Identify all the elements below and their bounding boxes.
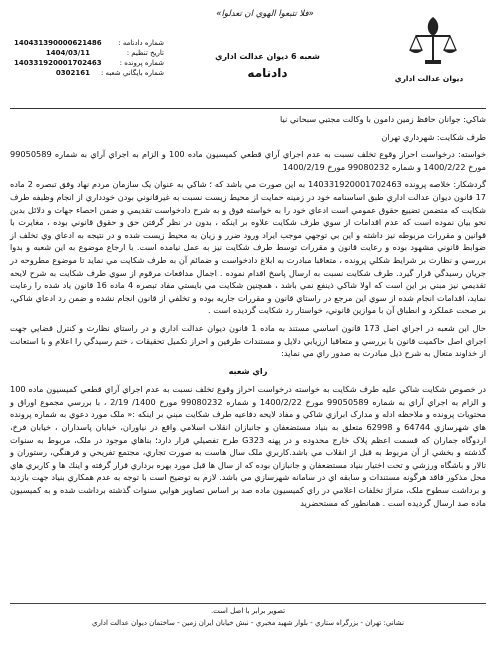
plaintiff-line: شاکي: جوانان حافظ زمين دامون با وکالت مجتبي سبحاني نيا <box>280 114 486 124</box>
metadata-row <box>14 38 164 48</box>
metadata-value: 140331920001702463 <box>14 59 102 67</box>
metadata-label: شماره پرونده : <box>119 59 164 67</box>
metadata-label: تاريخ تنظيم : <box>126 49 164 57</box>
divider <box>10 108 486 109</box>
vote-heading: راي شعبه <box>228 365 268 376</box>
branch-name: شعبه 6 ديوان عدالت اداري <box>215 52 320 61</box>
document-header <box>0 0 496 112</box>
defendant-line: طرف شکايت: شهرداري تهران <box>381 131 486 142</box>
closing-paragraph: حال اين شعبه در اجراي اصل 173 قانون اساسي مستند به ماده 1 قانون ديوان عدالت اداري و در راستاي نظارت و کنترل قضايي جهت اجراي اصل حاکميت قانون با بررسي و متعاقبا ارزيابي دلايل و مستندات طرفين و احراز تکميل تحقيقات ، ختم رسيدگي را اعلام و با استعانت از خداوند متعال به شرح ذيل مبادرت به صدور راي مي نمايد: <box>10 322 486 359</box>
metadata-value: 140431390000621486 <box>14 39 102 47</box>
metadata-row <box>14 48 164 58</box>
document-body <box>10 106 486 514</box>
request-paragraph: خواسته: درخواست احراز وقوع تخلف نسبت به عدم اجراي آراي قطعي کميسيون ماده 100 و الزام به اجراي آراي به شماره 99050589 مورخ 1400/2/22 و شماره 99080232 مورخ 1400/2/19 <box>10 149 487 172</box>
metadata-value: 0302161 <box>55 69 90 77</box>
document-metadata <box>14 38 164 78</box>
scales-of-justice-emblem-icon <box>408 12 458 70</box>
document-type: دادنامه <box>247 66 288 80</box>
metadata-row <box>14 58 164 68</box>
metadata-row <box>14 68 164 78</box>
bismillah-line: «فلا تتبعوا الهوي ان تعدلوا» <box>216 9 314 19</box>
summary-paragraph: گردشکار: خلاصه پرونده 140331920001702463 به اين صورت مي باشد که ؛ شاکي به عنوان يک سازمان مردم نهاد وفق تبصره 2 ماده 17 قانون ديوان عدالت اداري طبق اساسنامه خود در زمينه حمايت از محيط زيست نسبت به غيرقانوني بودن خودداري از انجام وظيفه طرف شکايت که متضمن تضييع حقوق عمومي است ادعاي خود را به خواسته فوق و به شرح دادخواست تقديمي و ضمن احصاء جهات و دلائل بدين نحو بيان نموده است که عدم اقدامات از سوي طرف شکايت علاوه بر اينکه ، بدون در نظر گرفتن حق و حقوق قانوني بوده ، مغايرت با قوانين و مقررات مربوطه نيز داشته و اين بي توجهي موجب ايراد ورود ضرر و زيان به محيط زيست شده و در نتيجه به ادعاي وي تخلف از ضوابط قانوني مشهود بوده و رعايت قانون و مقررات توسط طرف شکايت نيز به عمل نيامده است. با ارجاع موضوع به اين شعبه و بدوا بررسي و نظارت بر شرايط شکلي پرونده ، متعاقبا مبادرت به ابلاغ دادخواست و ضمائم آن به طرف شکايت مي نمايد تا موضوع مطروحه در جريان رسيدگي قرار گيرد. طرف شکايت نسبت به ارسال پاسخ اقدام نموده . اجمال مدافعات مرقوم از سوي طرف شکايت به شرح لايحه تقديمي نيز مبني بر اين است که اولا شاکي ذينفع نمي باشد ، همچنين شکايت مي بايستي مفاد تبصره 4 ماده 16 قانون ياد شده را رعايت نمايد، اقدامات انجام شده از سوي اين مرجع در راستاي قانون و مقررات جاريه بوده و تخلفي از قانون انجام نشده و ضمن رد ادعاي شاکي، بر صحت عملکرد و انطباق آن با موازين قانوني، خواستار رد شکايت گرديده است . <box>10 179 486 316</box>
vote-paragraph: در خصوص شکايت شاکي عليه طرف شکايت به خواسته درخواست احراز وقوع تخلف نسبت به عدم اجراي آراي قطعي کميسيون ماده 100 و الزام به اجراي آراي به شماره 99050589 مورخ 1400/2/22 و شماره 99080232 مورخ 1400/ 2/19 ، با بررسي مجموع اوراق و محتويات پرونده و ملاحظه ادله و مدارک ابرازي شاکي و مفاد لايحه دفاعيه طرف شکايت مبني بر اينکه :« ملک مورد دعوي به شماره پرونده هاي شهرسازي 64744 و 62998 متعلق به بنياد مستضعفان و جانبازان انقلاب اسلامي واقع در نياوران، خيابان پاسداران ، خيابان فرخ، اردوگاه جماران که قسمت اعظم پلاک خارج محدوده و در پهنه G323 طرح تفصيلي قرار دارد؛ بناهاي موجود در ملک، مربوط به سنوات گذشته و بخشي از آن مربوط به قبل از انقلاب مي باشد.کاربري ملک سال هاست به صورت تجاري، مجتمع تفريحي و فرهنگي، رستوران و تالار و باشگاه ورزشي و تحت اختيار بنياد مستضعفان و جانبازان بوده که از سال ها قبل مورد بهره برداري قرار گرفته و اينك ها و کاربري هاي محل مذکور فاقد هرگونه مستندات و سابقه اي در سامانه شهرسازي مي باشد. لازم به توضيح است با توجه به عدم همکاري بنياد جهت بازديد و برداشت سطوح ملک، متراژ تخلفات اعلامي در راي کميسيون ماده صد بر اساس تصاوير هوايي سنوات گذشته برداشت شده و به کميسيون ماده صد ارسال گرديده است . همانطور که مستحضريد <box>10 384 487 508</box>
metadata-label: شماره دادنامه : <box>118 39 164 47</box>
metadata-label: شماره بايگاني شعبه : <box>100 69 164 77</box>
metadata-value: 1404/03/11 <box>45 49 90 57</box>
certified-copy-note: تصوير برابر با اصل است. <box>210 607 286 615</box>
court-name: ديوان عدالت اداري <box>394 74 464 83</box>
document-footer <box>10 603 486 627</box>
court-address: نشاني: تهران - بزرگراه ستاري - بلوار شهيد مخبري - نبش خيابان ايران زمين - ساختمان ديوان عدالت اداري <box>92 619 404 627</box>
